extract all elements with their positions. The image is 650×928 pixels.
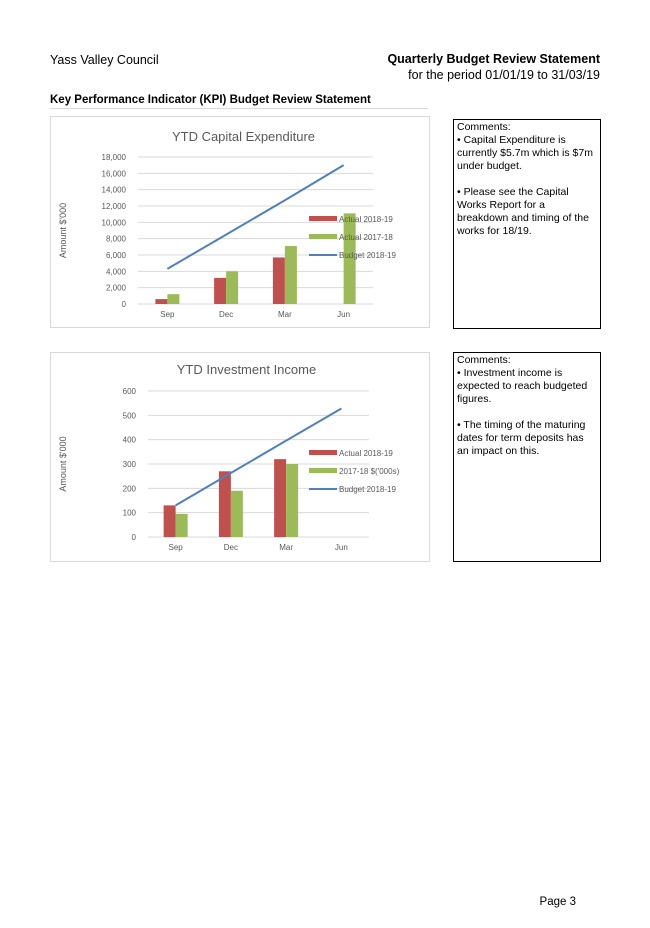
chart1-ytd-investment-income-y-tick-label: 400 bbox=[122, 435, 136, 445]
chart0-ytd-capital-expenditure-x-tick-label: Sep bbox=[160, 310, 175, 319]
chart0-ytd-capital-expenditure-bar-actual-2018-19 bbox=[155, 299, 167, 304]
chart1-ytd-investment-income-legend-label: 2017-18 $('000s) bbox=[339, 467, 400, 476]
page-number: Page 3 bbox=[539, 896, 576, 908]
chart1-ytd-investment-income-title: YTD Investment Income bbox=[176, 362, 317, 377]
chart0-ytd-capital-expenditure-y-tick-label: 4,000 bbox=[105, 267, 126, 277]
section-title: Key Performance Indicator (KPI) Budget Review Statement bbox=[50, 94, 371, 106]
chart0-ytd-capital-expenditure-x-tick-label: Jun bbox=[337, 310, 351, 319]
organisation-name: Yass Valley Council bbox=[50, 53, 159, 67]
chart1-ytd-investment-income-bar-actual-2018-19 bbox=[274, 459, 286, 537]
chart1-ytd-investment-income-x-tick-label: Dec bbox=[223, 543, 238, 552]
chart1-ytd-investment-income-line-budget-2018-19 bbox=[176, 409, 342, 506]
reporting-period: for the period 01/01/19 to 31/03/19 bbox=[408, 68, 600, 82]
capital-expenditure-chart-svg bbox=[51, 117, 429, 327]
comment-line: • Capital Expenditure is currently $5.7m which is $7m under budget. bbox=[457, 134, 593, 172]
chart0-ytd-capital-expenditure-y-tick-label: 0 bbox=[121, 300, 126, 309]
chart1-ytd-investment-income-legend-label: Budget 2018-19 bbox=[339, 485, 396, 494]
chart0-ytd-capital-expenditure-y-tick-label: 18,000 bbox=[101, 153, 126, 162]
chart0-ytd-capital-expenditure-legend-swatch bbox=[309, 216, 337, 221]
chart0-ytd-capital-expenditure-y-tick-label: 16,000 bbox=[101, 169, 126, 179]
chart0-ytd-capital-expenditure-bar-actual-2018-19 bbox=[273, 257, 285, 304]
chart1-ytd-investment-income-y-tick-label: 200 bbox=[122, 484, 136, 494]
chart1-ytd-investment-income-bar-2017-18-000s bbox=[286, 464, 298, 537]
chart1-ytd-investment-income-bar-2017-18-000s bbox=[176, 514, 188, 537]
chart0-ytd-capital-expenditure-y-tick-label: 8,000 bbox=[105, 234, 126, 244]
comments-heading: Comments: bbox=[457, 354, 511, 366]
chart1-ytd-investment-income-y-tick-label: 500 bbox=[122, 411, 136, 421]
chart1-ytd-investment-income-y-tick-label: 600 bbox=[122, 387, 136, 396]
chart1-ytd-investment-income-legend-swatch bbox=[309, 468, 337, 473]
chart0-ytd-capital-expenditure-bar-actual-2017-18 bbox=[167, 294, 179, 304]
chart1-ytd-investment-income-y-axis-label: Amount $'000 bbox=[58, 436, 68, 492]
chart1-ytd-investment-income-legend-swatch bbox=[309, 450, 337, 455]
comments-heading: Comments: bbox=[457, 121, 511, 133]
chart0-ytd-capital-expenditure-bar-actual-2017-18 bbox=[285, 246, 297, 304]
investment-income-chart bbox=[50, 352, 430, 562]
chart1-ytd-investment-income-y-tick-label: 100 bbox=[122, 508, 136, 518]
chart0-ytd-capital-expenditure-title: YTD Capital Expenditure bbox=[171, 129, 316, 144]
chart1-ytd-investment-income-bar-actual-2018-19 bbox=[219, 471, 231, 537]
chart1-ytd-investment-income-x-tick-label: Sep bbox=[168, 543, 183, 552]
chart0-ytd-capital-expenditure-y-tick-label: 12,000 bbox=[101, 202, 126, 211]
chart0-ytd-capital-expenditure-bar-actual-2017-18 bbox=[226, 271, 238, 304]
chart0-ytd-capital-expenditure-y-tick-label: 10,000 bbox=[101, 218, 126, 228]
document-title: Quarterly Budget Review Statement bbox=[387, 52, 600, 66]
section-divider bbox=[50, 108, 428, 109]
chart0-ytd-capital-expenditure-y-tick-label: 14,000 bbox=[101, 185, 126, 195]
capital-expenditure-comments bbox=[453, 119, 601, 329]
chart1-ytd-investment-income-y-tick-label: 0 bbox=[131, 533, 136, 542]
chart1-ytd-investment-income-y-tick-label: 300 bbox=[122, 460, 136, 469]
investment-income-chart-svg bbox=[51, 353, 429, 561]
chart1-ytd-investment-income-x-tick-label: Mar bbox=[279, 543, 294, 552]
chart1-ytd-investment-income-legend-label: Actual 2018-19 bbox=[339, 449, 393, 458]
chart1-ytd-investment-income-bar-actual-2018-19 bbox=[164, 505, 176, 537]
chart0-ytd-capital-expenditure-bar-actual-2018-19 bbox=[214, 278, 226, 304]
chart0-ytd-capital-expenditure-y-tick-label: 6,000 bbox=[105, 251, 126, 260]
chart0-ytd-capital-expenditure-legend-label: Actual 2018-19 bbox=[339, 215, 393, 224]
comment-line: • The timing of the maturing dates for term deposits has an impact on this. bbox=[457, 419, 586, 457]
chart0-ytd-capital-expenditure-y-tick-label: 2,000 bbox=[105, 283, 126, 293]
chart0-ytd-capital-expenditure-x-tick-label: Dec bbox=[219, 310, 234, 319]
chart0-ytd-capital-expenditure-legend-label: Budget 2018-19 bbox=[339, 251, 396, 260]
chart1-ytd-investment-income-x-tick-label: Jun bbox=[334, 543, 348, 552]
chart0-ytd-capital-expenditure-legend-swatch bbox=[309, 234, 337, 239]
investment-income-comments bbox=[453, 352, 601, 562]
capital-expenditure-chart bbox=[50, 116, 430, 328]
chart1-ytd-investment-income-bar-2017-18-000s bbox=[231, 491, 243, 537]
chart0-ytd-capital-expenditure-y-axis-label: Amount $'000 bbox=[58, 202, 68, 259]
comment-line: • Investment income is expected to reach budgeted figures. bbox=[457, 367, 588, 405]
chart0-ytd-capital-expenditure-x-tick-label: Mar bbox=[277, 310, 292, 319]
comment-line: • Please see the Capital Works Report for a breakdown and timing of the works for 18/19. bbox=[457, 186, 589, 237]
chart0-ytd-capital-expenditure-legend-label: Actual 2017-18 bbox=[339, 233, 393, 242]
